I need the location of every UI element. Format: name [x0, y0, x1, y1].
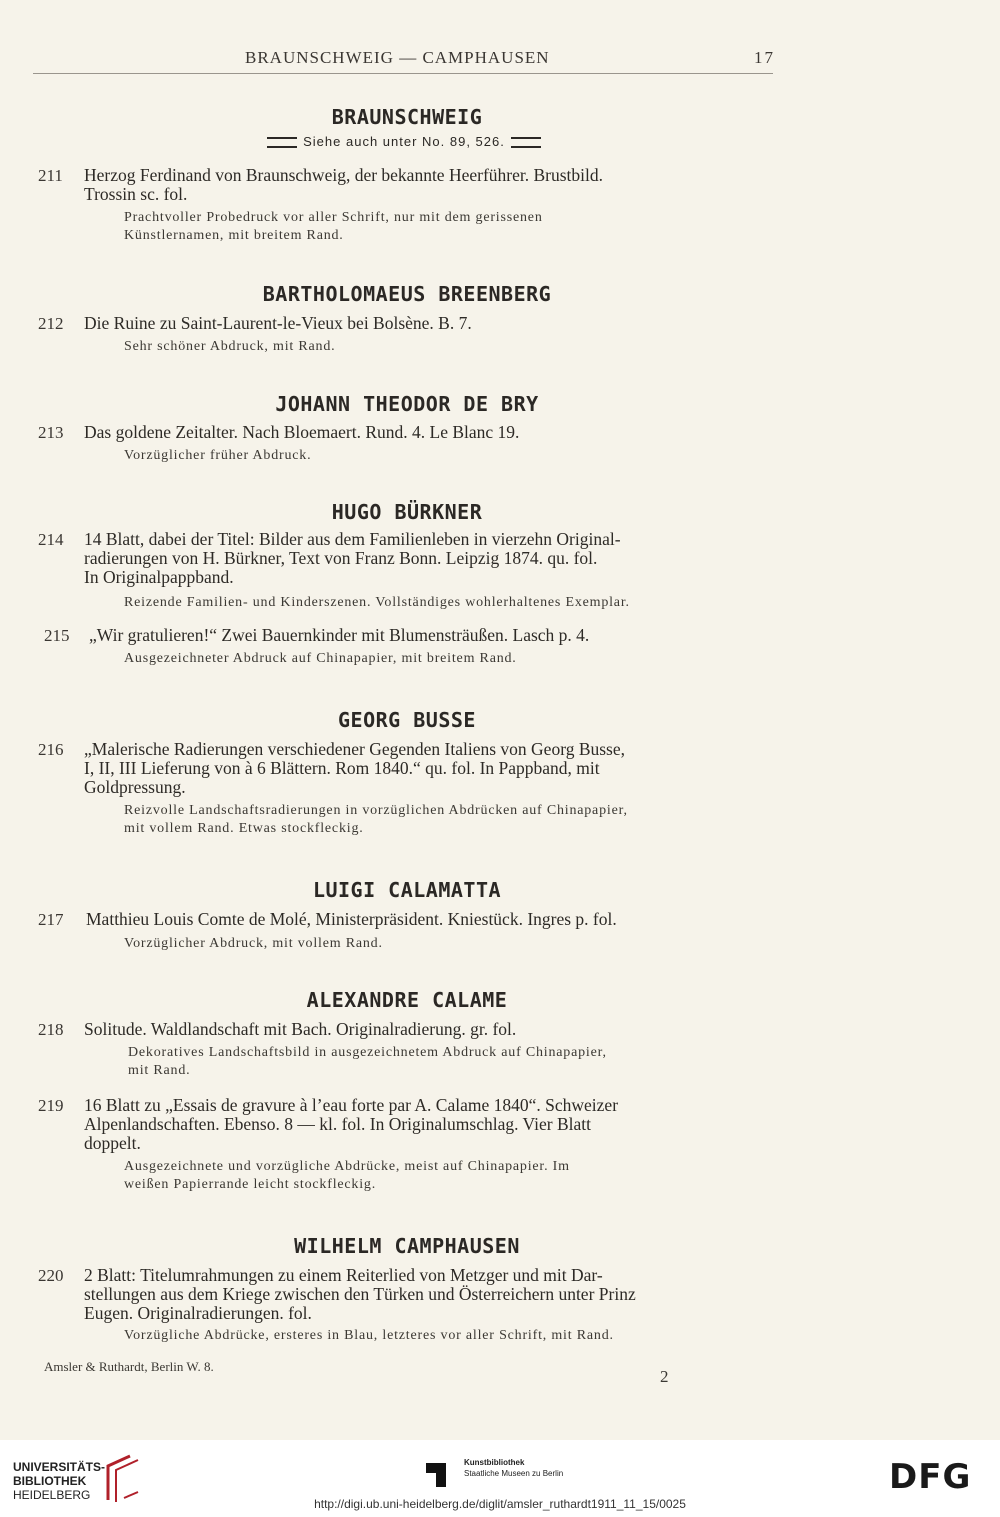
entry-line: Matthieu Louis Comte de Molé, Ministerpräsident. Kniestück. Ingres p. fol.: [86, 909, 617, 929]
entry-number: 216: [38, 740, 64, 759]
entry-number: 219: [38, 1096, 64, 1115]
double-rule-left: [267, 137, 297, 148]
entry-line: „Wir gratulieren!“ Zwei Bauernkinder mit Blumensträußen. Lasch p. 4.: [89, 625, 590, 645]
entry-note: [124, 802, 776, 838]
library-name-line: HEIDELBERG: [13, 1488, 91, 1502]
section-heading: HUGO BÜRKNER: [331, 500, 483, 524]
entry-line: Solitude. Waldlandschaft mit Bach. Originalradierung. gr. fol.: [84, 1019, 517, 1039]
note-line: Künstlernamen, mit breitem Rand.: [124, 228, 344, 243]
printer-imprint: Amsler & Ruthardt, Berlin W. 8.: [44, 1359, 214, 1374]
note-line: Vorzüglicher Abdruck, mit vollem Rand.: [124, 936, 383, 951]
entry-number: 213: [38, 423, 64, 442]
entry-line: doppelt.: [84, 1133, 141, 1153]
entry-number: 211: [38, 166, 63, 185]
entry-line: In Originalpappband.: [84, 567, 234, 587]
university-library-logo[interactable]: [13, 1460, 105, 1502]
running-head: [0, 48, 1000, 72]
section-heading: GEORG BUSSE: [338, 708, 476, 732]
entry-line: Herzog Ferdinand von Braunschweig, der bekannte Heerführer. Brustbild.: [84, 165, 604, 185]
section-heading: LUIGI CALAMATTA: [312, 878, 502, 902]
running-head-title: BRAUNSCHWEIG — CAMPHAUSEN: [245, 48, 550, 67]
see-also-text: Siehe auch unter No. 89, 526.: [303, 134, 505, 149]
entry-note: [124, 1327, 776, 1345]
entry-note: [124, 1158, 776, 1194]
entry-number: 212: [38, 314, 64, 333]
entry-line: Die Ruine zu Saint-Laurent-le-Vieux bei Bolsène. B. 7.: [84, 313, 472, 333]
entry-note: [124, 594, 776, 612]
note-line: Ausgezeichnete und vorzügliche Abdrücke, meist auf Chinapapier. Im: [124, 1159, 570, 1174]
kunstbibliothek-text: [464, 1457, 563, 1479]
signature-mark: 2: [660, 1367, 669, 1386]
entry-note: [124, 338, 776, 356]
entry-text: [86, 910, 776, 929]
see-also-line: [0, 134, 808, 149]
entry-text: [84, 1266, 774, 1323]
entry-number: 217: [38, 910, 64, 929]
entry-line: I, II, III Lieferung von à 6 Blättern. Rom 1840.“ qu. fol. In Pappband, mit: [84, 758, 600, 778]
library-name-line: UNIVERSITÄTS-: [13, 1460, 106, 1474]
entry-text: [89, 626, 779, 645]
entry-text: [84, 314, 774, 333]
section-heading: WILHELM CAMPHAUSEN: [294, 1234, 520, 1258]
entry-note: [124, 935, 776, 953]
entry-line: 2 Blatt: Titelumrahmungen zu einem Reiterlied von Metzger und mit Dar-: [84, 1265, 603, 1285]
entry-text: [84, 740, 774, 797]
note-line: Ausgezeichneter Abdruck auf Chinapapier, mit breitem Rand.: [124, 651, 517, 666]
entry-text: [84, 166, 774, 204]
entry-line: Das goldene Zeitalter. Nach Bloemaert. Rund. 4. Le Blanc 19.: [84, 422, 520, 442]
entry-text: [84, 423, 774, 442]
note-line: Sehr schöner Abdruck, mit Rand.: [124, 339, 336, 354]
entry-number: 214: [38, 530, 64, 549]
section-heading: BARTHOLOMAEUS BREENBERG: [262, 282, 552, 306]
header-rule: [33, 73, 773, 74]
note-line: Reizvolle Landschaftsradierungen in vorzüglichen Abdrücken auf Chinapapier,: [124, 803, 628, 818]
entry-line: Eugen. Originalradierungen. fol.: [84, 1303, 312, 1323]
kunstbibliothek-emblem-icon: [426, 1457, 458, 1487]
kb-line: Kunstbibliothek: [464, 1458, 525, 1467]
entry-number: 218: [38, 1020, 64, 1039]
kunstbibliothek-logo[interactable]: [426, 1457, 586, 1497]
note-line: Prachtvoller Probedruck vor aller Schrift, nur mit dem gerissenen: [124, 210, 543, 225]
library-name-line: BIBLIOTHEK: [13, 1474, 87, 1488]
section-heading: BRAUNSCHWEIG: [331, 105, 483, 129]
note-line: mit vollem Rand. Etwas stockfleckig.: [124, 821, 364, 836]
entry-line: 14 Blatt, dabei der Titel: Bilder aus dem Familienleben in vierzehn Original-: [84, 529, 621, 549]
entry-text: [84, 1020, 774, 1039]
entry-line: stellungen aus dem Kriege zwischen den Türken und Österreichern unter Prinz: [84, 1284, 636, 1304]
entry-line: Trossin sc. fol.: [84, 184, 188, 204]
entry-number: 220: [38, 1266, 64, 1285]
entry-number: 215: [44, 626, 70, 645]
note-line: Reizende Familien- und Kinderszenen. Vollständiges wohlerhaltenes Exemplar.: [124, 595, 630, 610]
note-line: mit Rand.: [128, 1063, 191, 1078]
entry-line: Alpenlandschaften. Ebenso. 8 — kl. fol. In Originalumschlag. Vier Blatt: [84, 1114, 591, 1134]
dfg-logo[interactable]: DFG: [889, 1457, 972, 1497]
entry-note: [124, 650, 776, 668]
entry-line: radierungen von H. Bürkner, Text von Franz Bonn. Leipzig 1874. qu. fol.: [84, 548, 598, 568]
entry-line: „Malerische Radierungen verschiedener Gegenden Italiens von Georg Busse,: [84, 739, 626, 759]
section-heading: JOHANN THEODOR DE BRY: [275, 392, 539, 416]
entry-text: [84, 1096, 774, 1153]
note-line: Vorzüglicher früher Abdruck.: [124, 448, 312, 463]
note-line: Vorzügliche Abdrücke, ersteres in Blau, letzteres vor aller Schrift, mit Rand.: [124, 1328, 614, 1343]
entry-line: Goldpressung.: [84, 777, 186, 797]
note-line: Dekoratives Landschaftsbild in ausgezeichnetem Abdruck auf Chinapapier,: [128, 1045, 607, 1060]
kb-line: Staatliche Museen zu Berlin: [464, 1469, 564, 1478]
permalink-url[interactable]: http://digi.ub.uni-heidelberg.de/diglit/amsler_ruthardt1911_11_15/0025: [314, 1497, 686, 1511]
section-heading: ALEXANDRE CALAME: [306, 988, 508, 1012]
page-number: 17: [754, 48, 775, 67]
double-rule-right: [511, 137, 541, 148]
entry-note: [124, 209, 776, 245]
entry-note: [124, 447, 776, 465]
entry-text: [84, 530, 774, 587]
note-line: weißen Papierrande leicht stockfleckig.: [124, 1177, 377, 1192]
entry-line: 16 Blatt zu „Essais de gravure à l’eau forte par A. Calame 1840“. Schweizer: [84, 1095, 619, 1115]
entry-note: [128, 1044, 780, 1080]
